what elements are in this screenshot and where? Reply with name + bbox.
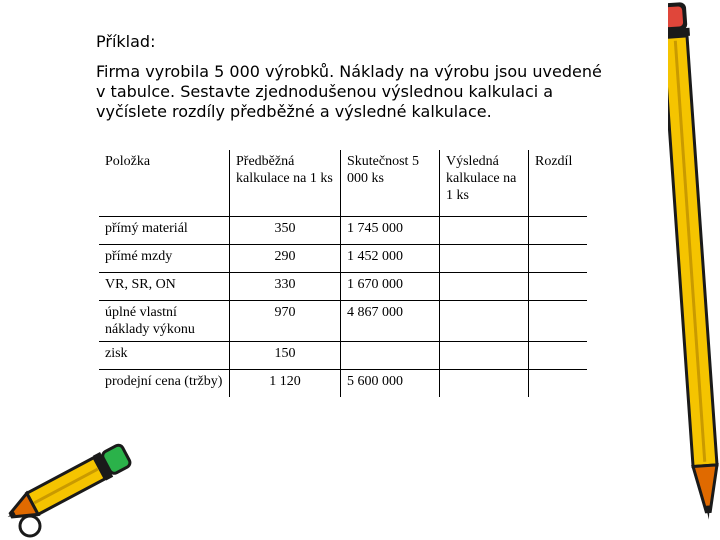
header-predbezna: Předběžná kalkulace na 1 ks bbox=[230, 150, 341, 217]
skutecnost-value: 1 745 000 bbox=[341, 217, 440, 245]
vysledna-value bbox=[440, 245, 529, 273]
skutecnost-value: 4 867 000 bbox=[341, 301, 440, 342]
row-label: VR, SR, ON bbox=[99, 273, 230, 301]
header-vysledna: Výsledná kalkulace na 1 ks bbox=[440, 150, 529, 217]
rozdil-value bbox=[529, 370, 588, 398]
rozdil-value bbox=[529, 273, 588, 301]
vysledna-value bbox=[440, 370, 529, 398]
table-row bbox=[99, 273, 587, 301]
header-rozdil: Rozdíl bbox=[529, 150, 588, 217]
row-label: zisk bbox=[99, 342, 230, 370]
table-row bbox=[99, 370, 587, 398]
table-row bbox=[99, 342, 587, 370]
predbezna-value: 150 bbox=[230, 342, 341, 370]
row-label: prodejní cena (tržby) bbox=[99, 370, 230, 398]
vysledna-value bbox=[440, 301, 529, 342]
table-header-row bbox=[99, 150, 587, 217]
skutecnost-value: 1 670 000 bbox=[341, 273, 440, 301]
vysledna-value bbox=[440, 342, 529, 370]
table-row bbox=[99, 245, 587, 273]
predbezna-value: 290 bbox=[230, 245, 341, 273]
pencil-left-icon bbox=[0, 430, 140, 540]
rozdil-value bbox=[529, 217, 588, 245]
problem-text: Firma vyrobila 5 000 výrobků. Náklady na výrobu jsou uvedené v tabulce. Sestavte zjednodušenou výslednou kalkulaci a vyčíslete rozdíly předběžné a výsledné kalkulace. bbox=[96, 62, 602, 121]
skutecnost-value: 1 452 000 bbox=[341, 245, 440, 273]
skutecnost-value: 5 600 000 bbox=[341, 370, 440, 398]
table-row bbox=[99, 301, 587, 342]
table-row bbox=[99, 217, 587, 245]
row-label: přímé mzdy bbox=[99, 245, 230, 273]
predbezna-value: 1 120 bbox=[230, 370, 341, 398]
predbezna-value: 350 bbox=[230, 217, 341, 245]
pencil-right-icon bbox=[668, 0, 720, 530]
header-skutecnost: Skutečnost 5 000 ks bbox=[341, 150, 440, 217]
vysledna-value bbox=[440, 217, 529, 245]
predbezna-value: 970 bbox=[230, 301, 341, 342]
header-polozka: Položka bbox=[99, 150, 230, 217]
vysledna-value bbox=[440, 273, 529, 301]
calculation-table bbox=[99, 150, 587, 397]
row-label: úplné vlastní náklady výkonu bbox=[99, 301, 230, 342]
skutecnost-value bbox=[341, 342, 440, 370]
slide-title: Příklad: bbox=[96, 32, 156, 51]
predbezna-value: 330 bbox=[230, 273, 341, 301]
rozdil-value bbox=[529, 301, 588, 342]
rozdil-value bbox=[529, 342, 588, 370]
rozdil-value bbox=[529, 245, 588, 273]
row-label: přímý materiál bbox=[99, 217, 230, 245]
